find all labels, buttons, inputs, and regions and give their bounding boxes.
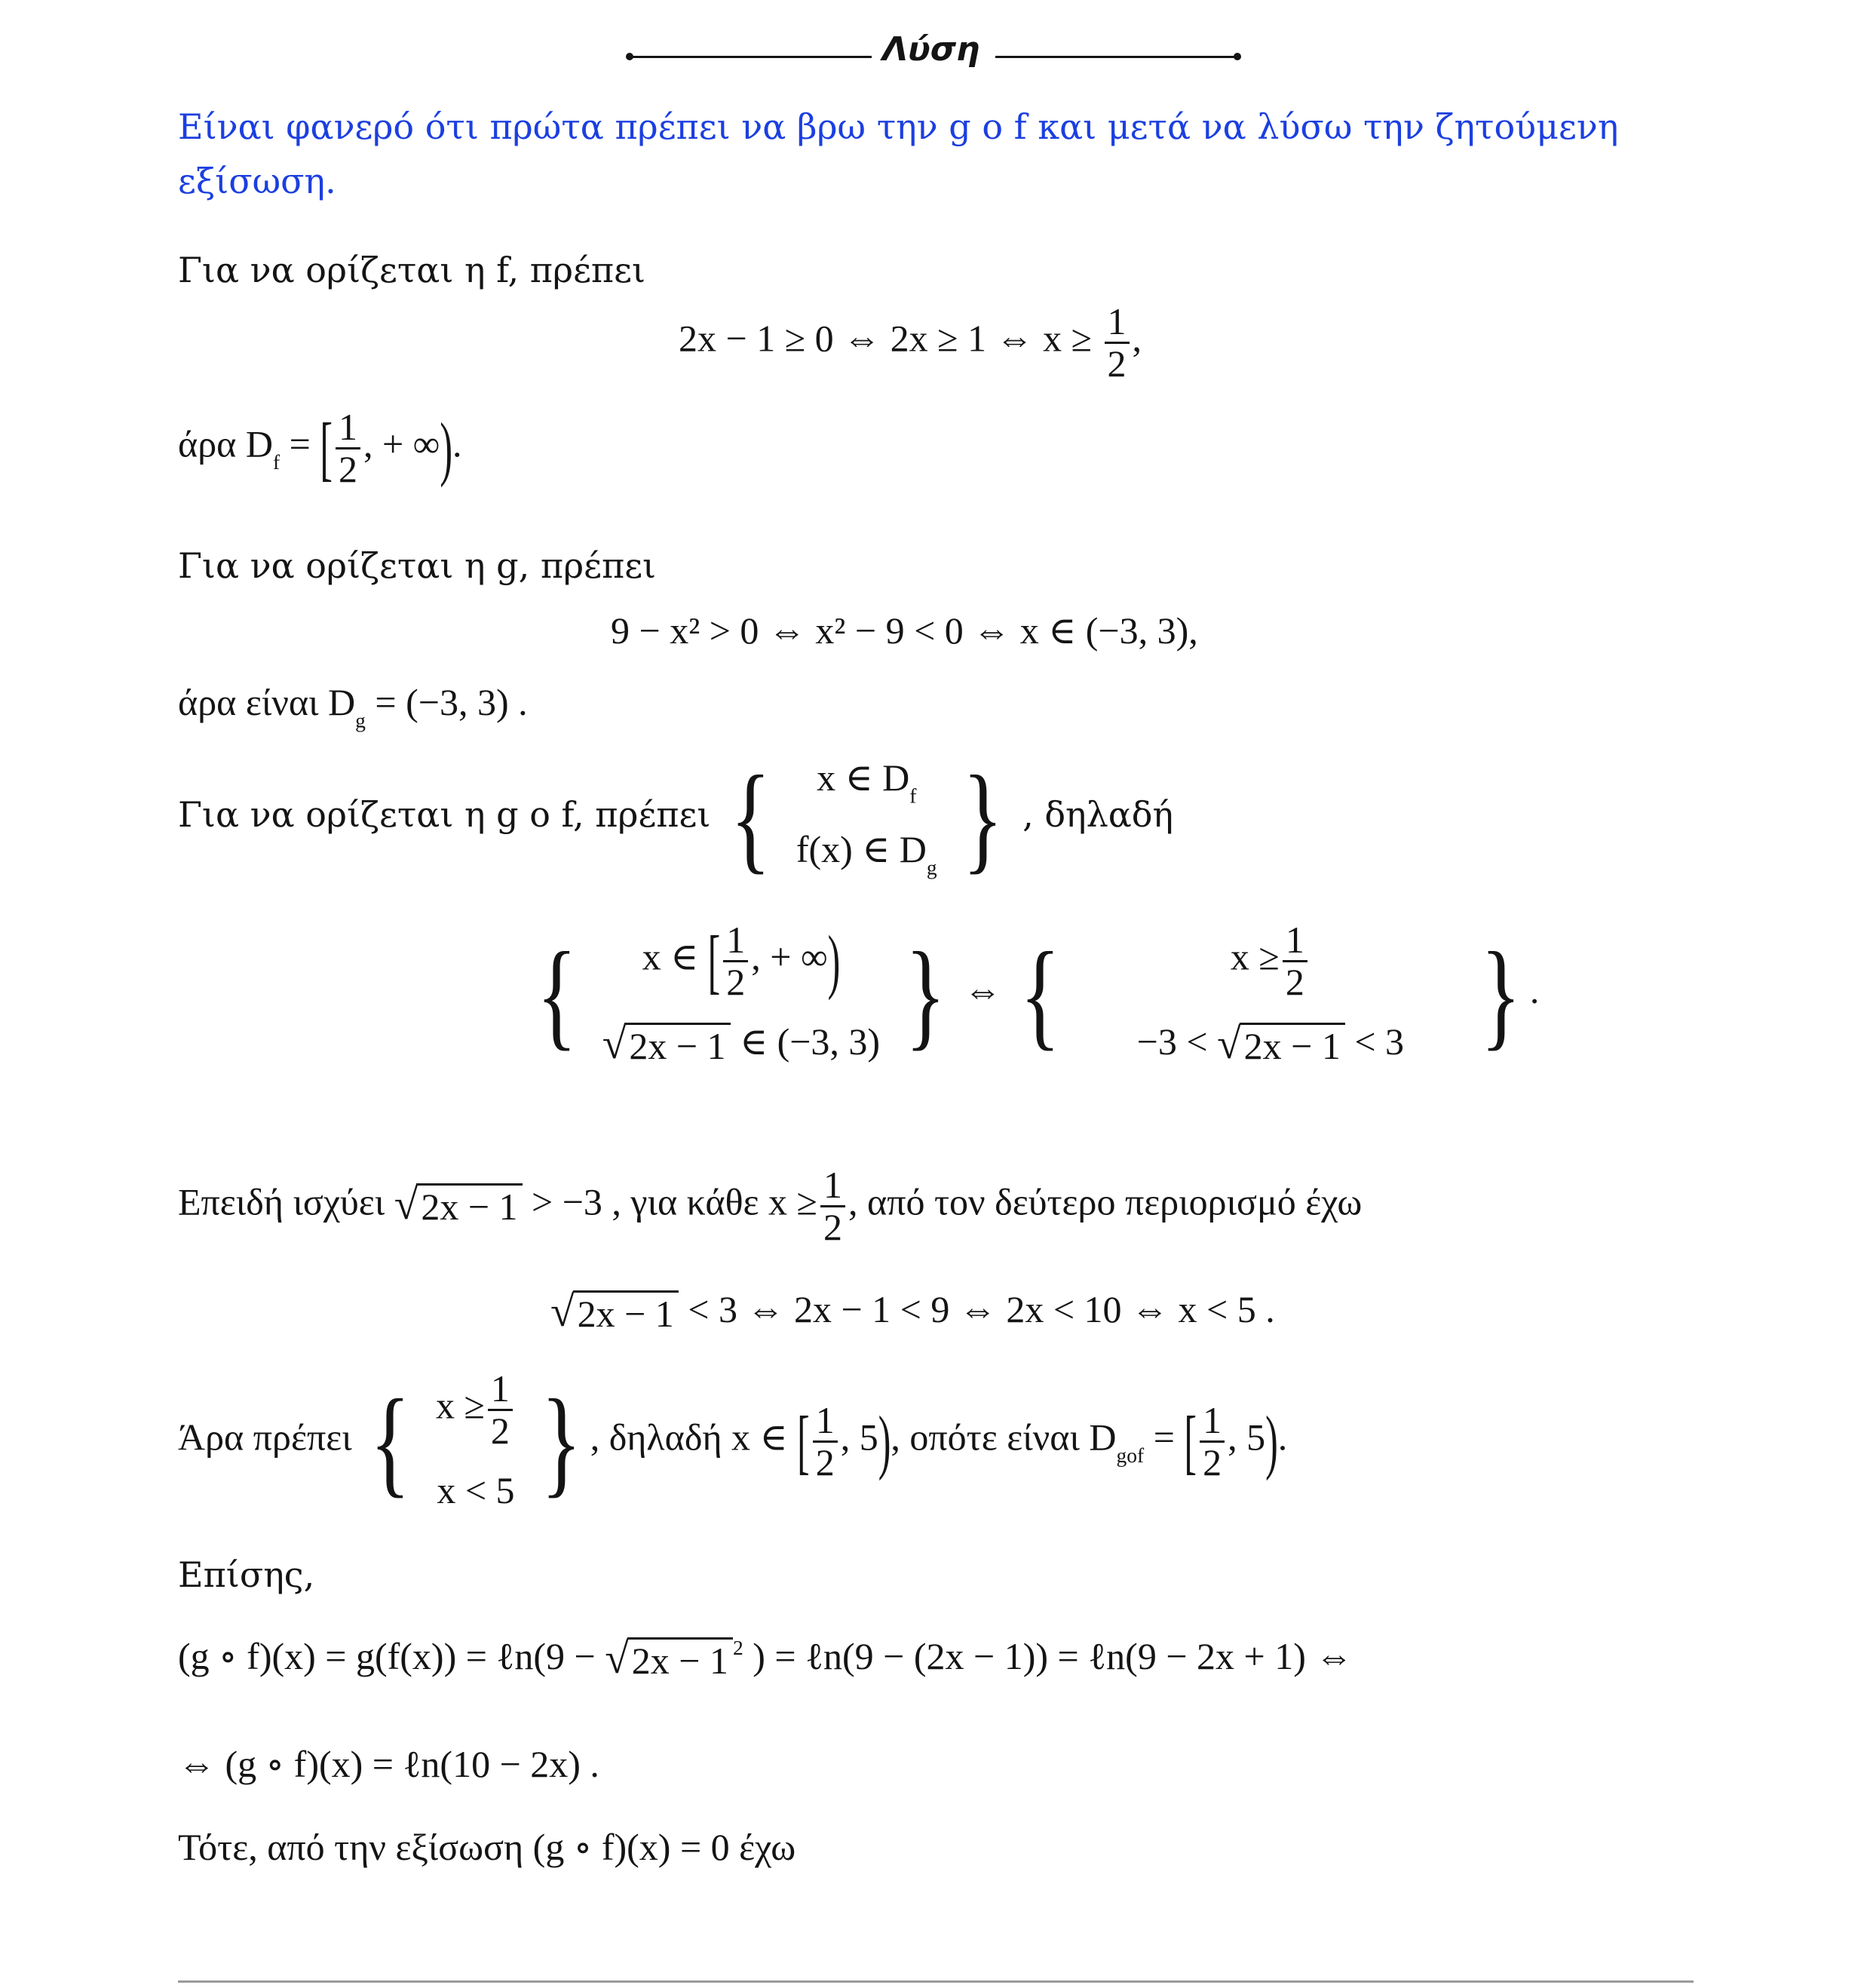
brace-right: } bbox=[905, 927, 946, 1062]
domain-gof-system bbox=[722, 750, 1011, 885]
domain-g-inequality: 9 − x² > 0 ⇔ x² − 9 < 0 ⇔ x ∈ (−3, 3), bbox=[611, 609, 1198, 652]
final-domain-line bbox=[178, 1369, 1287, 1514]
since-a: Επειδή ισχύει bbox=[178, 1180, 385, 1223]
fraction-half: $\frac{1}{2}$ bbox=[1283, 920, 1307, 1002]
composition-line-1 bbox=[178, 1633, 1353, 1683]
domain-f-eq: = bbox=[289, 422, 311, 465]
row1-text: x ∈ D bbox=[817, 756, 910, 799]
bracket-left: [ bbox=[320, 407, 333, 488]
r2-left: −3 < bbox=[1136, 1020, 1208, 1063]
row2-text: f(x) ∈ D bbox=[796, 827, 927, 870]
bracket-left: [ bbox=[707, 920, 721, 1001]
since-line bbox=[178, 1165, 1362, 1247]
intro-line-2: εξίσωση. bbox=[178, 161, 336, 201]
sqrt-body: 2x − 1 bbox=[573, 1290, 679, 1336]
l1-interval: , + ∞ bbox=[751, 935, 828, 978]
comp1-exp: 2 bbox=[732, 1635, 743, 1659]
sqrt-body: 2x − 1 bbox=[624, 1023, 730, 1069]
comp1-b: ) = ℓn(9 − (2x − 1)) = ℓn(9 − 2x + 1) ⇔ bbox=[753, 1635, 1353, 1677]
last-line: Τότε, από την εξίσωση (g ∘ f)(x) = 0 έχω bbox=[178, 1826, 796, 1868]
paren-right: ) bbox=[878, 1400, 891, 1481]
final-mid2: , οπότε είναι D bbox=[891, 1416, 1117, 1459]
since-c: , από τον δεύτερο περιορισμό έχω bbox=[848, 1180, 1363, 1223]
sqrt: √ 2x − 1 bbox=[550, 1290, 679, 1336]
brace-right: } bbox=[541, 1374, 582, 1509]
sqrt-body: 2x − 1 bbox=[1240, 1023, 1345, 1069]
final-end: . bbox=[1277, 1416, 1288, 1459]
domain-f-result-lead: άρα bbox=[178, 422, 237, 465]
system-equivalence bbox=[528, 920, 1539, 1069]
final-row-2: x < 5 bbox=[437, 1469, 515, 1511]
brace-right: } bbox=[1480, 927, 1522, 1062]
paren-right: ) bbox=[440, 407, 452, 488]
system-left-row-1 bbox=[642, 920, 841, 1002]
brace-left: { bbox=[730, 750, 771, 885]
final-row-1 bbox=[436, 1369, 516, 1450]
composition-line-2: ⇔ (g ∘ f)(x) = ℓn(10 − 2x) . bbox=[178, 1743, 599, 1785]
final-lead: Άρα πρέπει bbox=[178, 1416, 352, 1459]
final-five: , 5 bbox=[1228, 1416, 1266, 1459]
fraction-half: $\frac{1}{2}$ bbox=[1105, 302, 1130, 383]
final-eq: = bbox=[1153, 1416, 1175, 1459]
r2-right: < 3 bbox=[1354, 1020, 1405, 1063]
also-label: Επίσης, bbox=[178, 1554, 315, 1595]
fraction-half: $\frac{1}{2}$ bbox=[336, 407, 360, 489]
final-system bbox=[361, 1369, 590, 1514]
system-right-row-1 bbox=[1231, 920, 1311, 1002]
fraction-half: $\frac{1}{2}$ bbox=[488, 1369, 513, 1450]
system-left-row-2 bbox=[602, 1018, 880, 1069]
paren-right: ) bbox=[1265, 1400, 1278, 1481]
domain-g-sub: g bbox=[355, 708, 366, 732]
domain-gof-line bbox=[178, 750, 1174, 885]
brace-left: { bbox=[536, 927, 578, 1062]
row1-sub: f bbox=[909, 784, 917, 808]
fraction-half: $\frac{1}{2}$ bbox=[820, 1165, 845, 1247]
bracket-left: [ bbox=[1184, 1400, 1197, 1481]
iff-symbol: ⇔ bbox=[964, 968, 1002, 1011]
domain-gof-lead: Για να ορίζεται η g ο f, πρέπει bbox=[178, 793, 711, 835]
domain-f-symbol: D bbox=[245, 422, 273, 465]
final-sub: gof bbox=[1116, 1443, 1145, 1468]
system-right bbox=[1011, 920, 1530, 1069]
domain-f-interval: , + ∞ bbox=[363, 422, 440, 465]
system-right-row-2 bbox=[1137, 1018, 1404, 1069]
heading-line-left bbox=[630, 56, 872, 58]
sqrt: √ 2x − 1 bbox=[1217, 1023, 1345, 1069]
final-five: , 5 bbox=[840, 1416, 878, 1459]
comp1-a: (g ∘ f)(x) = g(f(x)) = ℓn(9 − bbox=[178, 1635, 596, 1677]
fraction-half: $\frac{1}{2}$ bbox=[1200, 1400, 1225, 1482]
bottom-rule bbox=[178, 1980, 1694, 1983]
heading-dot-right bbox=[1234, 53, 1241, 60]
sqrt-body: 2x − 1 bbox=[416, 1183, 522, 1229]
row2-sub: g bbox=[926, 855, 937, 879]
bracket-left: [ bbox=[797, 1400, 810, 1481]
final-r1: x ≥ bbox=[435, 1384, 485, 1427]
sqrt: √ 2x − 1 bbox=[605, 1637, 733, 1683]
domain-f-lead: Για να ορίζεται η f, πρέπει bbox=[178, 250, 646, 290]
domain-gof-trail: , δηλαδή bbox=[1022, 793, 1174, 835]
intro-line-1: Είναι φανερό ότι πρώτα πρέπει να βρω την g ο f και μετά να λύσω την ζητούμενη bbox=[178, 106, 1619, 147]
solve-rest: < 3 ⇔ 2x − 1 < 9 ⇔ 2x < 10 ⇔ x < 5 . bbox=[688, 1288, 1275, 1330]
sqrt: √ 2x − 1 bbox=[602, 1023, 731, 1069]
solve-line bbox=[550, 1286, 1275, 1336]
domain-g-lead: Για να ορίζεται η g, πρέπει bbox=[178, 545, 657, 586]
final-mid: , δηλαδή x ∈ bbox=[590, 1416, 788, 1459]
domain-g-symbol: άρα είναι D bbox=[178, 681, 356, 723]
system-left bbox=[528, 920, 955, 1069]
brace-left: { bbox=[369, 1374, 411, 1509]
domain-f-inequality: 2x − 1 ≥ 0 ⇔ 2x ≥ 1 ⇔ x ≥ $\frac{1}{2}$ , bbox=[679, 300, 1142, 385]
sqrt: √ 2x − 1 bbox=[394, 1183, 523, 1229]
brace-left: { bbox=[1019, 927, 1061, 1062]
brace-right: } bbox=[962, 750, 1003, 885]
l1-text: x ∈ bbox=[642, 935, 699, 978]
domain-f-sub: f bbox=[272, 449, 280, 474]
system-row-1 bbox=[817, 754, 916, 809]
domain-g-result bbox=[178, 679, 528, 734]
period: . bbox=[1529, 968, 1540, 1011]
since-b: > −3 , για κάθε x ≥ bbox=[532, 1180, 817, 1223]
heading-line-right bbox=[995, 56, 1237, 58]
r1-text: x ≥ bbox=[1230, 935, 1280, 978]
solution-heading bbox=[626, 30, 1244, 75]
l2-interval: ∈ (−3, 3) bbox=[740, 1020, 881, 1063]
system-row-2 bbox=[796, 826, 937, 881]
paren-right: ) bbox=[827, 920, 841, 1001]
sqrt-body: 2x − 1 bbox=[627, 1637, 733, 1683]
heading-title: Λύση bbox=[882, 30, 980, 69]
domain-f-ineq-text: 2x − 1 ≥ 0 ⇔ 2x ≥ 1 ⇔ x ≥ bbox=[679, 317, 1093, 360]
fraction-half: $\frac{1}{2}$ bbox=[723, 920, 748, 1002]
domain-g-interval: = (−3, 3) . bbox=[375, 681, 528, 723]
fraction-half: $\frac{1}{2}$ bbox=[813, 1400, 838, 1482]
domain-f-result: άρα $D_f$ = [ $\frac{1}{2}$ , + ∞). bbox=[178, 407, 461, 489]
